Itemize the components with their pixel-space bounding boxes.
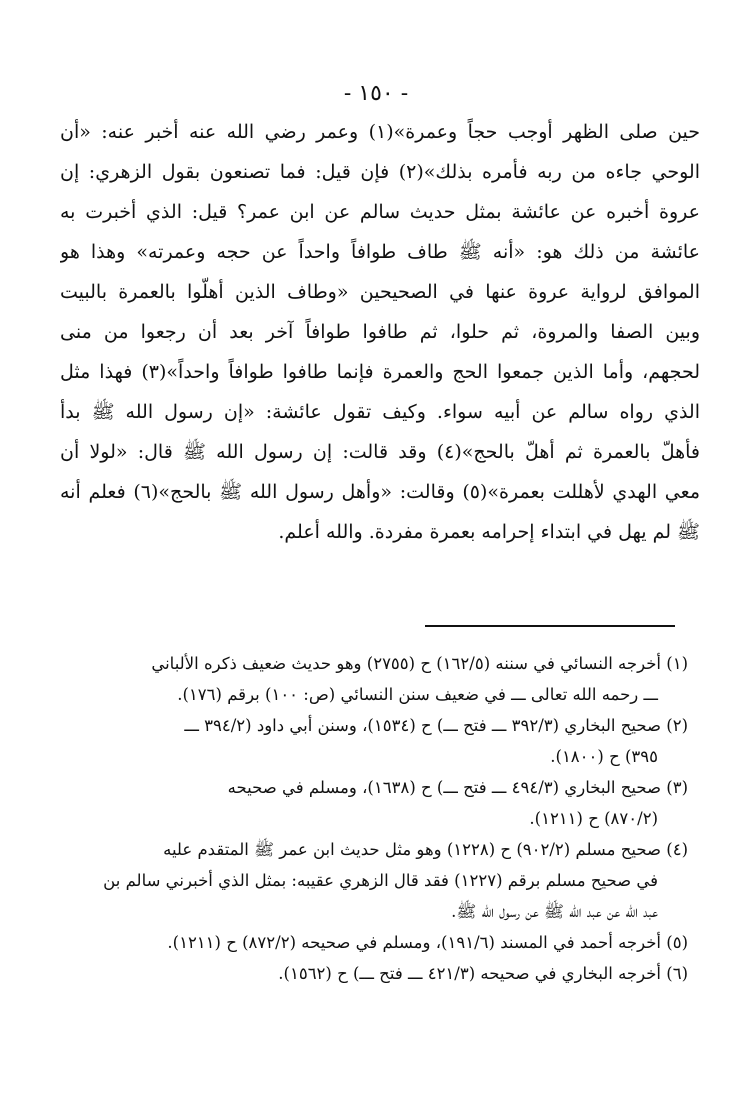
footnote-line: (٤) صحيح مسلم (٩٠٢/٢) ح (١٢٢٨) وهو مثل حديث ابن عمر ﷺ المتقدم عليه xyxy=(163,840,688,859)
footnote-line: (١) أخرجه النسائي في سننه (١٦٢/٥) ح (٢٧٥٥) وهو حديث ضعيف ذكره الألباني xyxy=(151,654,688,673)
footnote-line: في صحيح مسلم برقم (١٢٢٧) فقد قال الزهري عقيبه: بمثل الذي أخبرني سالم بن xyxy=(103,871,658,890)
main-text-line: لحجهم، وأما الذين جمعوا الحج والعمرة فإنما طافوا طوافاً واحداً»(٣) فهذا مثل xyxy=(60,361,700,383)
main-text-line: الموافق لرواية عروة عنها في الصحيحين «وطاف الذين أهلّوا بالعمرة بالبيت xyxy=(60,281,700,303)
footnotes xyxy=(56,648,688,989)
footnote-line: (٣) صحيح البخاري (٤٩٤/٣ ـــ فتح ـــ) ح (١٦٣٨)، ومسلم في صحيحه xyxy=(227,778,688,797)
footnote-line: ـــ رحمه الله تعالى ـــ في ضعيف سنن النسائي (ص: ١٠٠) برقم (١٧٦). xyxy=(177,685,658,704)
footnote-line: ٣٩٥) ح (١٨٠٠). xyxy=(550,747,658,766)
main-text-line: الوحي جاءه من ربه فأمره بذلك»(٢) فإن قيل: فما تصنعون بقول الزهري: إن xyxy=(60,161,700,183)
footnote-line: (٥) أخرجه أحمد في المسند (١٩١/٦)، ومسلم في صحيحه (٨٧٢/٢) ح (١٢١١). xyxy=(167,933,688,952)
page-number: - ١٥٠ - xyxy=(343,81,409,106)
main-text-line: ﷺ لم يهل في ابتداء إحرامه بعمرة مفردة. والله أعلم. xyxy=(278,521,700,543)
footnote-line: عبد الله عن عبد الله ﷺ عن رسول الله ﷺ. xyxy=(451,902,658,921)
main-text-line: الذي رواه سالم عن أبيه سواء. وكيف تقول عائشة: «إن رسول الله ﷺ بدأ xyxy=(60,401,700,423)
main-text-line: فأهلّ بالعمرة ثم أهلّ بالحج»(٤) وقد قالت: إن رسول الله ﷺ قال: «لولا أن xyxy=(60,441,700,463)
footnote-divider xyxy=(425,625,675,627)
footnote-line: (٨٧٠/٢) ح (١٢١١). xyxy=(529,809,658,828)
main-text-line: حين صلى الظهر أوجب حجاً وعمرة»(١) وعمر رضي الله عنه أخبر عنه: «أن xyxy=(60,121,700,143)
main-text-line: عروة أخبره عن عائشة بمثل حديث سالم عن ابن عمر؟ قيل: الذي أخبرت به xyxy=(60,201,700,223)
footnote-line: (٢) صحيح البخاري (٣٩٢/٣ ـــ فتح ـــ) ح (١٥٣٤)، وسنن أبي داود (٣٩٤/٢ ـــ xyxy=(184,716,688,735)
main-text-line: عائشة من ذلك هو: «أنه ﷺ طاف طوافاً واحداً عن حجه وعمرته» وهذا هو xyxy=(60,241,700,263)
footnote-line: (٦) أخرجه البخاري في صحيحه (٤٢١/٣ ـــ فتح ـــ) ح (١٥٦٢). xyxy=(278,964,688,983)
main-text-line: معي الهدي لأهللت بعمرة»(٥) وقالت: «وأهل رسول الله ﷺ بالحج»(٦) فعلم أنه xyxy=(60,481,700,503)
main-text-line: وبين الصفا والمروة، ثم حلوا، ثم طافوا طوافاً آخر بعد أن رجعوا من منى xyxy=(60,321,700,343)
main-text xyxy=(60,112,700,552)
